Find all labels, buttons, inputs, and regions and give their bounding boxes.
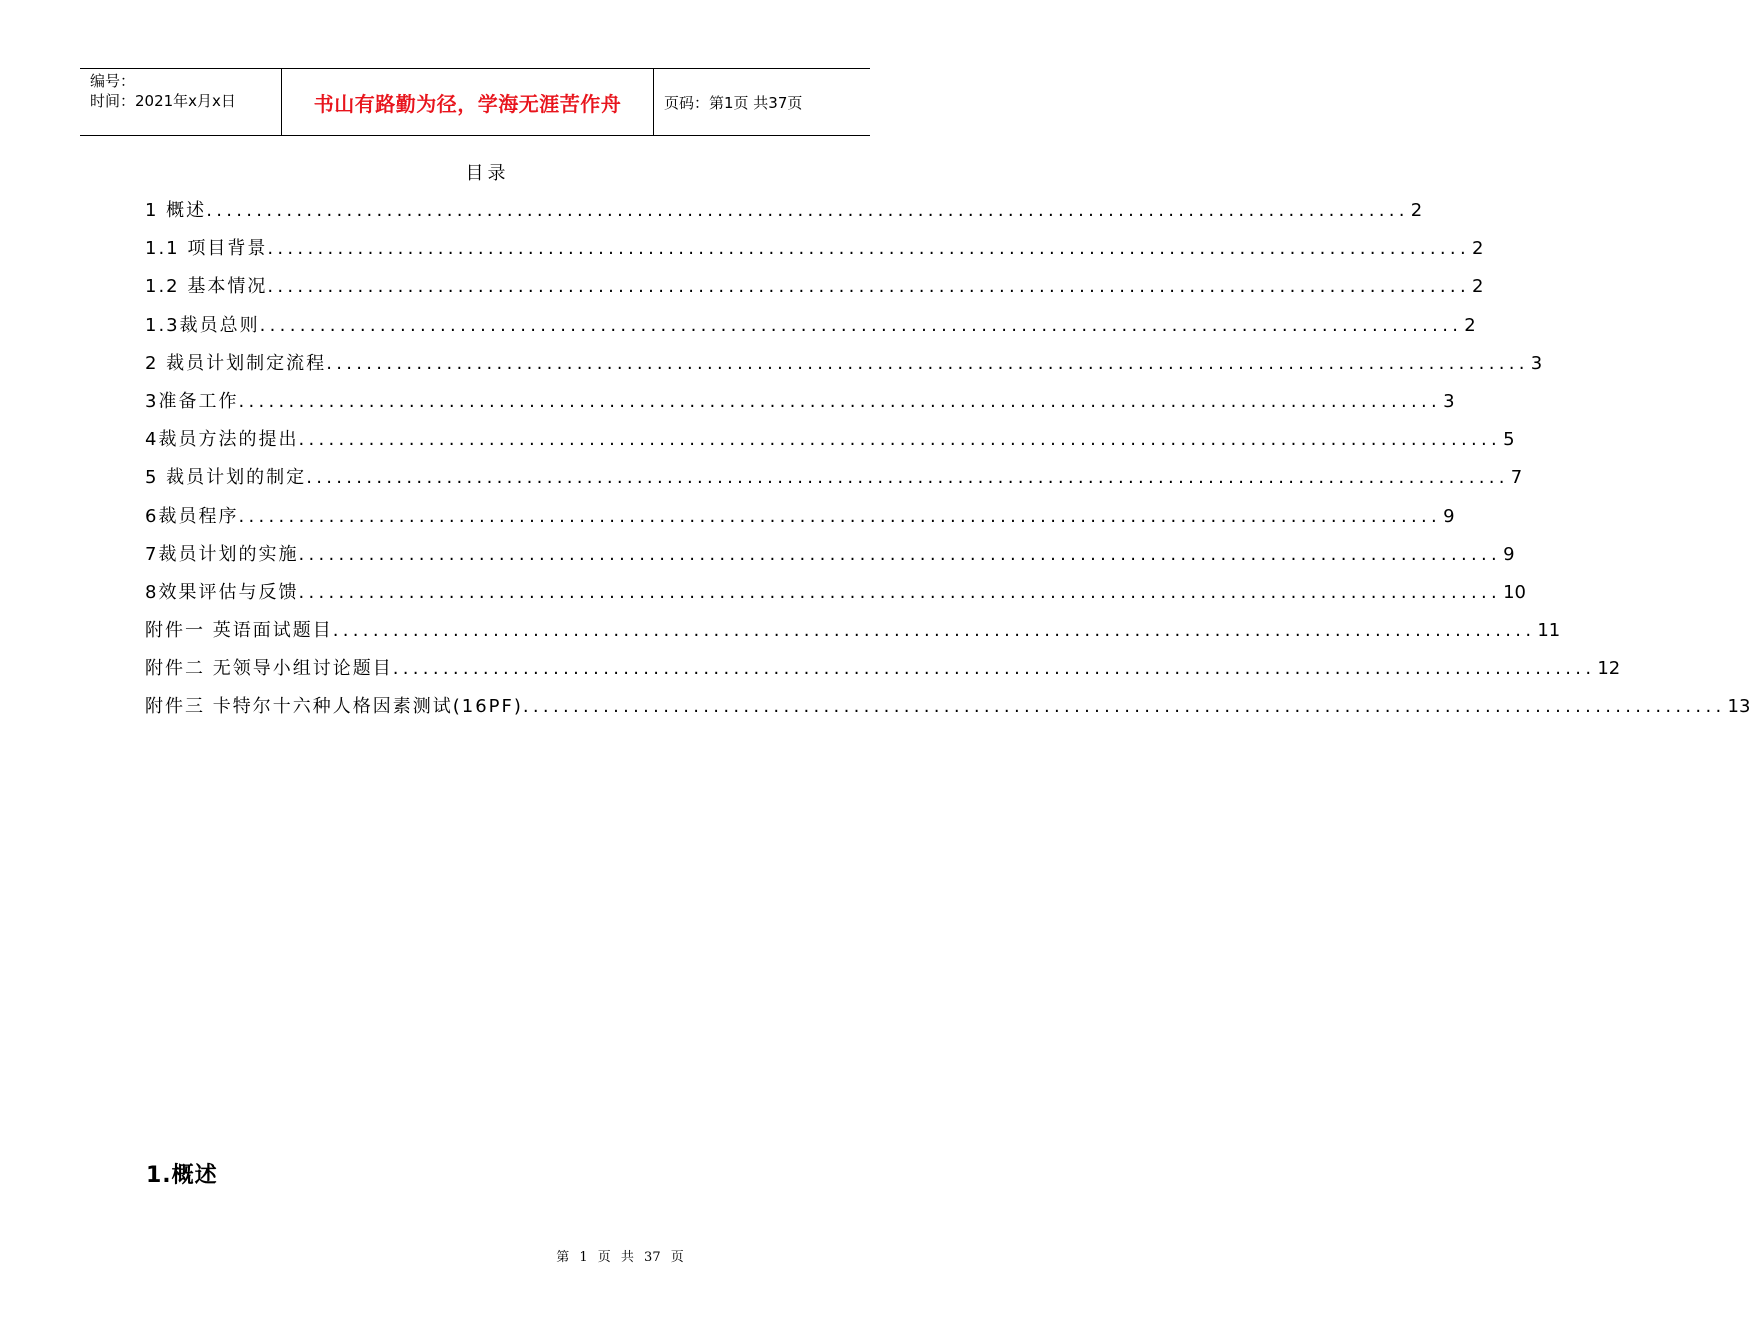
document-number-label: 编号： bbox=[90, 72, 136, 90]
toc-entry-page: 13 bbox=[1727, 696, 1750, 718]
section-heading: 1.概述 bbox=[146, 1163, 218, 1188]
toc-entry[interactable] bbox=[145, 192, 1423, 230]
toc-entry[interactable] bbox=[145, 459, 1523, 497]
toc-entry-label: 附件二 无领导小组讨论题目 bbox=[145, 658, 393, 680]
header-motto: 书山有路勤为径，学海无涯苦作舟 bbox=[313, 91, 622, 116]
toc-leader-dots: ........................................................................................................................ bbox=[522, 696, 1726, 718]
toc-entry-page: 2 bbox=[1410, 200, 1423, 221]
header-page-info: 页码：第1页 共37页 bbox=[664, 93, 803, 112]
document-header-table bbox=[80, 68, 870, 136]
toc-entry[interactable] bbox=[145, 230, 1484, 268]
toc-leader-dots: ........................................................................................................................ bbox=[392, 658, 1596, 680]
toc-entry-page: 12 bbox=[1597, 658, 1621, 680]
toc-entry-page: 9 bbox=[1443, 505, 1455, 527]
toc-leader-dots: ........................................................................................................................ bbox=[206, 200, 1409, 221]
toc-entry[interactable] bbox=[145, 307, 1476, 345]
toc-leader-dots: ........................................................................................................................ bbox=[298, 429, 1502, 451]
page-footer: 第 1 页 共 37 页 bbox=[556, 1250, 684, 1265]
toc-leader-dots: ........................................................................................................................ bbox=[267, 276, 1470, 298]
toc-entry-page: 9 bbox=[1503, 543, 1515, 565]
toc-entry[interactable] bbox=[145, 383, 1455, 421]
header-motto-cell bbox=[282, 69, 654, 135]
toc-leader-dots: ........................................................................................................................ bbox=[326, 352, 1529, 374]
toc-entry[interactable] bbox=[145, 421, 1515, 459]
header-page-cell bbox=[654, 69, 870, 135]
toc-leader-dots: ........................................................................................................................ bbox=[306, 467, 1509, 489]
toc-entry-label: 6裁员程序 bbox=[145, 505, 239, 527]
toc-entry-page: 2 bbox=[1471, 276, 1484, 298]
toc-entry[interactable] bbox=[145, 498, 1455, 536]
toc-leader-dots: ........................................................................................................................ bbox=[298, 581, 1502, 603]
toc-entry[interactable] bbox=[145, 574, 1526, 612]
toc-title: 目录 bbox=[465, 163, 510, 184]
toc-entry-label: 8效果评估与反馈 bbox=[145, 581, 299, 603]
toc-leader-dots: ........................................................................................................................ bbox=[238, 390, 1442, 412]
toc-entry-page: 11 bbox=[1537, 620, 1561, 642]
toc-entry-page: 3 bbox=[1443, 390, 1455, 412]
toc-leader-dots: ........................................................................................................................ bbox=[298, 543, 1502, 565]
toc-entry-label: 1.1 项目背景 bbox=[145, 238, 268, 260]
header-meta-cell bbox=[80, 69, 282, 135]
toc-entry-label: 1.3裁员总则 bbox=[145, 314, 260, 336]
toc-entry-label: 1 概述 bbox=[145, 200, 207, 221]
toc-entry-page: 10 bbox=[1503, 581, 1526, 603]
toc-entry-label: 3准备工作 bbox=[145, 390, 239, 412]
toc-entry-label: 4裁员方法的提出 bbox=[145, 429, 299, 451]
toc-entry-page: 2 bbox=[1471, 238, 1484, 260]
toc-entry-label: 7裁员计划的实施 bbox=[145, 543, 299, 565]
document-date-label: 时间：2021年x月x日 bbox=[90, 92, 236, 110]
table-of-contents bbox=[145, 192, 1750, 727]
toc-entry-page: 5 bbox=[1503, 429, 1515, 451]
toc-leader-dots: ........................................................................................................................ bbox=[238, 505, 1442, 527]
toc-leader-dots: ........................................................................................................................ bbox=[267, 238, 1470, 260]
toc-entry[interactable] bbox=[145, 612, 1561, 650]
toc-leader-dots: ........................................................................................................................ bbox=[332, 620, 1536, 642]
toc-entry-page: 7 bbox=[1510, 467, 1523, 489]
toc-leader-dots: ........................................................................................................................ bbox=[259, 314, 1463, 336]
toc-entry-page: 2 bbox=[1464, 314, 1476, 336]
toc-entry[interactable] bbox=[145, 688, 1750, 726]
toc-entry-label: 附件一 英语面试题目 bbox=[145, 620, 333, 642]
toc-entry[interactable] bbox=[145, 650, 1621, 688]
toc-entry[interactable] bbox=[145, 536, 1515, 574]
toc-entry[interactable] bbox=[145, 345, 1543, 383]
toc-entry-label: 附件三 卡特尔十六种人格因素测试(16PF) bbox=[145, 696, 523, 718]
toc-entry-label: 2 裁员计划制定流程 bbox=[145, 352, 327, 374]
toc-entry-label: 1.2 基本情况 bbox=[145, 276, 268, 298]
toc-entry-page: 3 bbox=[1530, 352, 1543, 374]
toc-entry-label: 5 裁员计划的制定 bbox=[145, 467, 307, 489]
toc-entry[interactable] bbox=[145, 268, 1484, 306]
